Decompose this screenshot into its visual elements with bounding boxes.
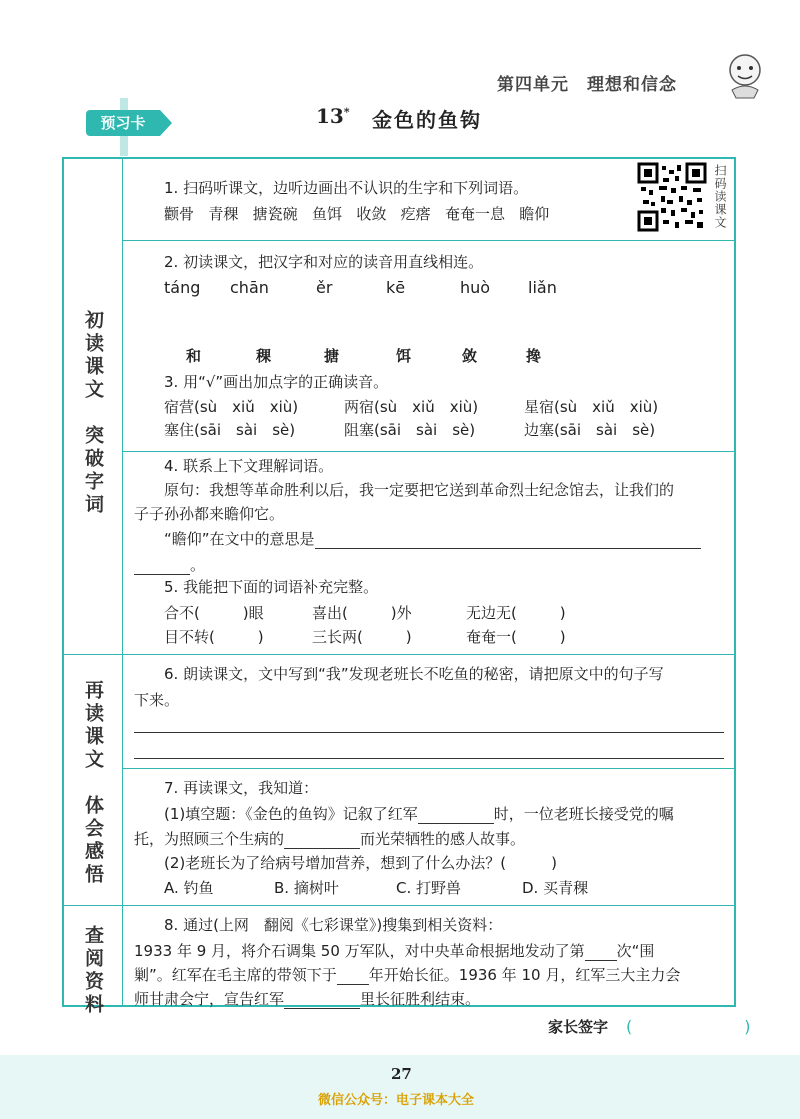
q7-fill2: 托，为照顾三个生病的 而光荣牺牲的感人故事。 bbox=[134, 830, 526, 848]
section-label-reread: 再读课文 体会感悟 bbox=[82, 680, 104, 887]
q8-line2: 剿”。红军在毛主席的带领下于 年开始长征。1936 年 10 月，红军三大主力会 bbox=[134, 966, 681, 984]
q7-fill1: (1)填空题：《金色的鱼钩》记叙了红军 时，一位老班长接受党的嘱 bbox=[164, 805, 674, 823]
q4-answer-blank[interactable] bbox=[315, 528, 701, 549]
section-label-first-read: 初读课文 突破字词 bbox=[82, 310, 104, 517]
q4-answer-line2: 。 bbox=[134, 554, 205, 575]
q4-original-line1: 原句：我想等革命胜利以后，我一定要把它送到革命烈士纪念馆去，让我们的 bbox=[164, 481, 675, 499]
q6-text-line1: 6. 朗读课文，文中写到“我”发现老班长不吃鱼的秘密，请把原文中的句子写 bbox=[164, 665, 664, 683]
q7-text: 7. 再读课文，我知道： bbox=[164, 779, 319, 797]
scan-read-label: 扫码读课文 bbox=[713, 164, 727, 229]
q4-question: “瞻仰”在文中的意思是 bbox=[164, 528, 701, 549]
qr-code-icon[interactable] bbox=[637, 162, 707, 232]
q4-original-line2: 子子孙孙都来瞻仰它。 bbox=[134, 505, 285, 523]
q7-choice-question: (2)老班长为了给病号增加营养，想到了什么办法？( ) bbox=[164, 854, 557, 872]
lesson-title: 金色的鱼钩 bbox=[372, 108, 482, 132]
q4-text: 4. 联系上下文理解词语。 bbox=[164, 457, 334, 475]
q8-line1: 1933 年 9 月，将介石调集 50 万军队，对中央革命根据地发动了第 次“围 bbox=[134, 942, 655, 960]
q6-answer-line[interactable] bbox=[134, 758, 724, 759]
section-label-research: 查阅资料 bbox=[82, 925, 104, 1017]
parent-signature-field[interactable]: ( ) bbox=[626, 1017, 751, 1036]
preview-card-tag: 预习卡 bbox=[86, 110, 160, 136]
parent-signature-label: 家长签字 bbox=[548, 1018, 609, 1036]
option-a[interactable]: A. 钓鱼 bbox=[164, 879, 214, 897]
q5-text: 5. 我能把下面的词语补充完整。 bbox=[164, 578, 379, 596]
q1-words: 颧骨 青稞 搪瓷碗 鱼饵 收敛 疙瘩 奄奄一息 瞻仰 bbox=[164, 205, 550, 223]
option-c[interactable]: C. 打野兽 bbox=[396, 879, 462, 897]
section-divider bbox=[122, 157, 123, 1007]
wechat-watermark: 微信公众号：电子课本大全 bbox=[318, 1093, 475, 1108]
page-number: 27 bbox=[391, 1065, 412, 1083]
q6-answer-line[interactable] bbox=[134, 732, 724, 733]
option-d[interactable]: D. 买青稞 bbox=[522, 879, 589, 897]
option-b[interactable]: B. 摘树叶 bbox=[274, 879, 339, 897]
q8-text: 8. 通过(上网 翻阅《七彩课堂》)搜集到相关资料： bbox=[164, 916, 503, 934]
lesson-number: 13* bbox=[316, 104, 350, 128]
q6-text-line2: 下来。 bbox=[134, 691, 180, 709]
mascot-icon bbox=[724, 50, 766, 100]
q1-text: 1. 扫码听课文，边听边画出不认识的生字和下列词语。 bbox=[164, 179, 529, 197]
unit-title: 第四单元 理想和信念 bbox=[497, 75, 677, 95]
q3-text: 3. 用“√”画出加点字的正确读音。 bbox=[164, 373, 389, 391]
q2-text: 2. 初读课文，把汉字和对应的读音用直线相连。 bbox=[164, 253, 484, 271]
q8-line3: 师甘肃会宁，宣告红军 里长征胜利结束。 bbox=[134, 990, 481, 1008]
